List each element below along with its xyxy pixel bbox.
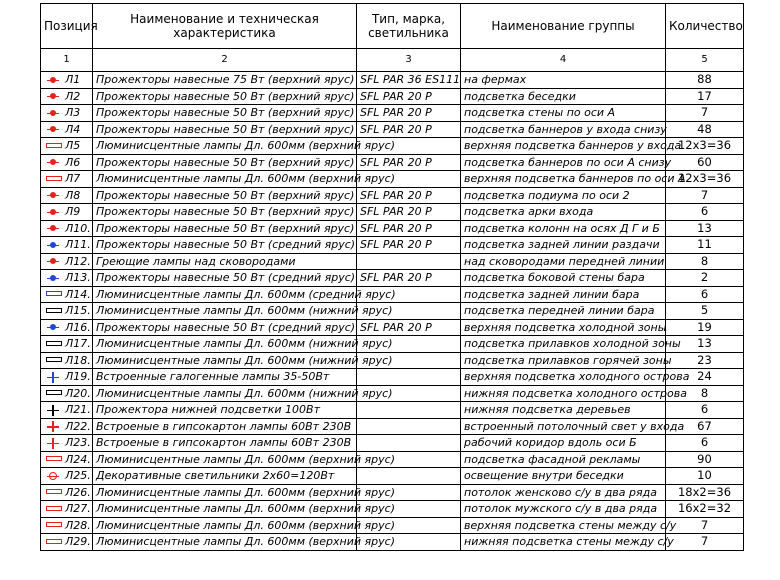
fluorescent-lamp-icon (46, 307, 60, 316)
name-cell: Встроеные в гипсокартон лампы 60Вт 230В (93, 435, 357, 452)
group-cell: подсветка баннеров по оси А снизу (461, 154, 666, 171)
position-cell (41, 303, 93, 320)
name-cell: Декоративные светильники 2х60=120Вт (93, 468, 357, 485)
quantity-cell: 13 (666, 220, 744, 237)
name-cell: Прожекторы навесные 50 Вт (верхний ярус) (93, 88, 357, 105)
group-cell: подсветка фасадной рекламы (461, 451, 666, 468)
type-cell: SFL PAR 20 P (357, 121, 461, 138)
type-cell: SFL PAR 20 P (357, 154, 461, 171)
quantity-cell: 19 (666, 319, 744, 336)
group-cell: подсветка стены по оси А (461, 105, 666, 122)
table-row (41, 501, 744, 518)
position-cell (41, 204, 93, 221)
quantity-cell: 48 (666, 121, 744, 138)
type-cell: SFL PAR 20 P (357, 204, 461, 221)
name-cell: Прожекторы навесные 50 Вт (верхний ярус) (93, 187, 357, 204)
name-cell: Люминисцентные лампы Дл. 600мм (нижний ярус) (93, 385, 357, 402)
group-cell: верхняя подсветка стены между с/у (461, 517, 666, 534)
position-code: Л18. (65, 353, 91, 367)
position-cell (41, 121, 93, 138)
group-cell: подсветка колонн на осях Д Г и Б (461, 220, 666, 237)
group-cell: потолок мужского с/у в два ряда (461, 501, 666, 518)
quantity-cell: 7 (666, 517, 744, 534)
position-code: Л22. (65, 419, 91, 433)
position-code: Л11. (65, 238, 91, 252)
position-code: Л10. (65, 221, 91, 235)
fluorescent-lamp-icon (46, 290, 60, 299)
group-cell: подсветка задней линии бара (461, 286, 666, 303)
position-cell (41, 451, 93, 468)
position-code: Л19. (65, 370, 91, 384)
group-cell: подсветка передней линии бара (461, 303, 666, 320)
position-code: Л27. (65, 502, 91, 516)
name-cell: Прожекторы навесные 50 Вт (средний ярус) (93, 319, 357, 336)
group-cell: верхняя подсветка холодного острова (461, 369, 666, 386)
position-cell (41, 88, 93, 105)
quantity-cell: 2 (666, 270, 744, 287)
position-code: Л26. (65, 485, 91, 499)
group-cell: нижняя подсветка холодного острова (461, 385, 666, 402)
name-cell: Прожекторы навесные 50 Вт (верхний ярус) (93, 105, 357, 122)
table-row (41, 154, 744, 171)
table-row (41, 369, 744, 386)
position-code: Л29. (65, 535, 91, 549)
group-cell: потолок женсково с/у в два ряда (461, 484, 666, 501)
quantity-cell: 8 (666, 385, 744, 402)
name-cell: Люминисцентные лампы Дл. 600мм (верхний ярус) (93, 517, 357, 534)
decorative-lamp-icon (46, 472, 60, 481)
position-cell (41, 72, 93, 89)
spotlight-icon (46, 76, 60, 85)
position-code: Л16. (65, 320, 91, 334)
table-row (41, 352, 744, 369)
position-cell (41, 286, 93, 303)
name-cell: Люминисцентные лампы Дл. 600мм (верхний ярус) (93, 484, 357, 501)
position-cell (41, 369, 93, 386)
name-cell: Греющие лампы над сковородами (93, 253, 357, 270)
group-cell: подсветка арки входа (461, 204, 666, 221)
name-cell: Прожекторы навесные 50 Вт (средний ярус) (93, 237, 357, 254)
position-cell (41, 418, 93, 435)
position-cell (41, 484, 93, 501)
spotlight-icon (46, 125, 60, 134)
position-cell (41, 187, 93, 204)
spotlight-icon (46, 109, 60, 118)
name-cell: Прожекторы навесные 50 Вт (средний ярус) (93, 270, 357, 287)
table-row (41, 336, 744, 353)
name-cell: Люминисцентные лампы Дл. 600мм (верхний ярус) (93, 138, 357, 155)
table-row (41, 418, 744, 435)
name-cell: Люминисцентные лампы Дл. 600мм (нижний ярус) (93, 336, 357, 353)
header-name: Наименование и техническая характеристика (93, 4, 357, 49)
name-cell: Люминисцентные лампы Дл. 600мм (нижний ярус) (93, 352, 357, 369)
position-cell (41, 336, 93, 353)
position-code: Л6 (65, 155, 81, 169)
recessed-lamp-icon (46, 406, 60, 415)
quantity-cell: 10 (666, 468, 744, 485)
lighting-specification-sheet (40, 3, 743, 551)
table-row (41, 451, 744, 468)
group-cell: встроенный потолочный свет у входа (461, 418, 666, 435)
name-cell: Люминисцентные лампы Дл. 600мм (верхний ярус) (93, 534, 357, 551)
position-code: Л5 (65, 139, 81, 153)
name-cell: Прожекторы навесные 50 Вт (верхний ярус) (93, 154, 357, 171)
fluorescent-lamp-icon (46, 340, 60, 349)
position-cell (41, 468, 93, 485)
position-cell (41, 171, 93, 188)
group-cell: подсветка прилавков холодной зоны (461, 336, 666, 353)
name-cell: Люминисцентные лампы Дл. 600мм (верхний ярус) (93, 501, 357, 518)
column-number: 4 (461, 49, 666, 72)
group-cell: рабочий коридор вдоль оси Б (461, 435, 666, 452)
quantity-cell: 8 (666, 253, 744, 270)
spotlight-icon (46, 191, 60, 200)
quantity-cell: 6 (666, 435, 744, 452)
recessed-lamp-icon (46, 439, 60, 448)
spotlight-icon (46, 208, 60, 217)
quantity-cell: 17 (666, 88, 744, 105)
recessed-lamp-icon (46, 373, 60, 382)
type-cell (357, 418, 461, 435)
type-cell: SFL PAR 20 P (357, 237, 461, 254)
table-row (41, 534, 744, 551)
type-cell: SFL PAR 36 ES111 (357, 72, 461, 89)
quantity-cell: 6 (666, 402, 744, 419)
position-cell (41, 253, 93, 270)
table-header (41, 4, 744, 72)
name-cell: Встроеные в гипсокартон лампы 60Вт 230В (93, 418, 357, 435)
table-row (41, 138, 744, 155)
position-code: Л23. (65, 436, 91, 450)
quantity-cell: 7 (666, 105, 744, 122)
position-cell (41, 237, 93, 254)
spotlight-icon (46, 323, 60, 332)
quantity-cell: 12x3=36 (666, 171, 744, 188)
position-cell (41, 352, 93, 369)
name-cell: Прожекторы навесные 50 Вт (верхний ярус) (93, 204, 357, 221)
table-row (41, 171, 744, 188)
quantity-cell: 90 (666, 451, 744, 468)
type-cell (357, 253, 461, 270)
type-cell: SFL PAR 20 P (357, 220, 461, 237)
group-cell: верхняя подсветка холодной зоны (461, 319, 666, 336)
quantity-cell: 13 (666, 336, 744, 353)
group-cell: нижняя подсветка стены между с/у (461, 534, 666, 551)
fluorescent-lamp-icon (46, 488, 60, 497)
name-cell: Прожекторы навесные 50 Вт (верхний ярус) (93, 121, 357, 138)
table-row (41, 484, 744, 501)
position-cell (41, 319, 93, 336)
position-cell (41, 154, 93, 171)
position-code: Л9 (65, 205, 81, 219)
group-cell: верхняя подсветка баннеров у входа (461, 138, 666, 155)
position-code: Л2 (65, 89, 81, 103)
position-cell (41, 138, 93, 155)
group-cell: над сковородами передней линии (461, 253, 666, 270)
fluorescent-lamp-icon (46, 175, 60, 184)
quantity-cell: 88 (666, 72, 744, 89)
group-cell: подсветка баннеров у входа снизу (461, 121, 666, 138)
quantity-cell: 23 (666, 352, 744, 369)
name-cell: Прожекторы навесные 50 Вт (верхний ярус) (93, 220, 357, 237)
type-cell: SFL PAR 20 P (357, 88, 461, 105)
lighting-specification-table (40, 3, 744, 551)
name-cell: Прожекторы навесные 75 Вт (верхний ярус) (93, 72, 357, 89)
table-row (41, 121, 744, 138)
fluorescent-lamp-icon (46, 538, 60, 547)
position-code: Л25. (65, 469, 91, 483)
table-row (41, 105, 744, 122)
name-cell: Люминисцентные лампы Дл. 600мм (верхний ярус) (93, 451, 357, 468)
table-row (41, 303, 744, 320)
position-cell (41, 517, 93, 534)
quantity-cell: 6 (666, 204, 744, 221)
table-body (41, 72, 744, 551)
spotlight-icon (46, 257, 60, 266)
spotlight-icon (46, 92, 60, 101)
table-row (41, 220, 744, 237)
name-cell: Люминисцентные лампы Дл. 600мм (верхний ярус) (93, 171, 357, 188)
position-code: Л20. (65, 386, 91, 400)
position-cell (41, 105, 93, 122)
position-cell (41, 501, 93, 518)
table-row (41, 204, 744, 221)
table-row (41, 237, 744, 254)
type-cell: SFL PAR 20 P (357, 270, 461, 287)
fluorescent-lamp-icon (46, 505, 60, 514)
quantity-cell: 16x2=32 (666, 501, 744, 518)
position-cell (41, 270, 93, 287)
quantity-cell: 67 (666, 418, 744, 435)
table-row (41, 517, 744, 534)
name-cell: Встроенные галогенные лампы 35-50Вт (93, 369, 357, 386)
quantity-cell: 6 (666, 286, 744, 303)
group-cell: на фермах (461, 72, 666, 89)
column-number: 1 (41, 49, 93, 72)
table-row (41, 435, 744, 452)
name-cell: Люминисцентные лампы Дл. 600мм (средний ярус) (93, 286, 357, 303)
position-code: Л4 (65, 122, 81, 136)
table-row (41, 72, 744, 89)
recessed-lamp-icon (46, 422, 60, 431)
quantity-cell: 5 (666, 303, 744, 320)
position-code: Л7 (65, 172, 81, 186)
quantity-cell: 60 (666, 154, 744, 171)
group-cell: подсветка подиума по оси 2 (461, 187, 666, 204)
group-cell: подсветка беседки (461, 88, 666, 105)
position-cell (41, 435, 93, 452)
position-code: Л13. (65, 271, 91, 285)
table-row (41, 385, 744, 402)
type-cell (357, 435, 461, 452)
group-cell: освещение внутри беседки (461, 468, 666, 485)
table-row (41, 88, 744, 105)
quantity-cell: 18x2=36 (666, 484, 744, 501)
fluorescent-lamp-icon (46, 356, 60, 365)
table-row (41, 270, 744, 287)
quantity-cell: 7 (666, 187, 744, 204)
fluorescent-lamp-icon (46, 455, 60, 464)
header-group: Наименование группы (461, 4, 666, 49)
position-code: Л8 (65, 188, 81, 202)
column-number: 5 (666, 49, 744, 72)
position-code: Л15. (65, 304, 91, 318)
type-cell (357, 468, 461, 485)
fluorescent-lamp-icon (46, 389, 60, 398)
table-row (41, 402, 744, 419)
table-row (41, 187, 744, 204)
group-cell: подсветка прилавков горячей зоны (461, 352, 666, 369)
position-code: Л21. (65, 403, 91, 417)
type-cell: SFL PAR 20 P (357, 319, 461, 336)
group-cell: нижняя подсветка деревьев (461, 402, 666, 419)
spotlight-icon (46, 241, 60, 250)
position-cell (41, 402, 93, 419)
quantity-cell: 7 (666, 534, 744, 551)
fluorescent-lamp-icon (46, 142, 60, 151)
position-code: Л3 (65, 106, 81, 120)
spotlight-icon (46, 224, 60, 233)
type-cell: SFL PAR 20 P (357, 187, 461, 204)
position-cell (41, 220, 93, 237)
table-row (41, 468, 744, 485)
position-cell (41, 385, 93, 402)
spotlight-icon (46, 274, 60, 283)
type-cell: SFL PAR 20 P (357, 105, 461, 122)
name-cell: Прожектора нижней подсветки 100Вт (93, 402, 357, 419)
quantity-cell: 11 (666, 237, 744, 254)
position-code: Л28. (65, 518, 91, 532)
position-code: Л17. (65, 337, 91, 351)
table-row (41, 319, 744, 336)
group-cell: верхняя подсветка баннеров по оси А (461, 171, 666, 188)
column-number: 2 (93, 49, 357, 72)
position-cell (41, 534, 93, 551)
position-code: Л24. (65, 452, 91, 466)
type-cell (357, 369, 461, 386)
quantity-cell: 24 (666, 369, 744, 386)
position-code: Л1 (65, 73, 81, 87)
group-cell: подсветка задней линии раздачи (461, 237, 666, 254)
group-cell: подсветка боковой стены бара (461, 270, 666, 287)
fluorescent-lamp-icon (46, 521, 60, 530)
table-row (41, 286, 744, 303)
header-quantity: Количество (666, 4, 744, 49)
table-row (41, 253, 744, 270)
position-code: Л14. (65, 287, 91, 301)
column-number: 3 (357, 49, 461, 72)
type-cell (357, 402, 461, 419)
header-type: Тип, марка, светильника (357, 4, 461, 49)
header-position: Позиция (41, 4, 93, 49)
position-code: Л12. (65, 254, 91, 268)
quantity-cell: 12x3=36 (666, 138, 744, 155)
name-cell: Люминисцентные лампы Дл. 600мм (нижний ярус) (93, 303, 357, 320)
spotlight-icon (46, 158, 60, 167)
